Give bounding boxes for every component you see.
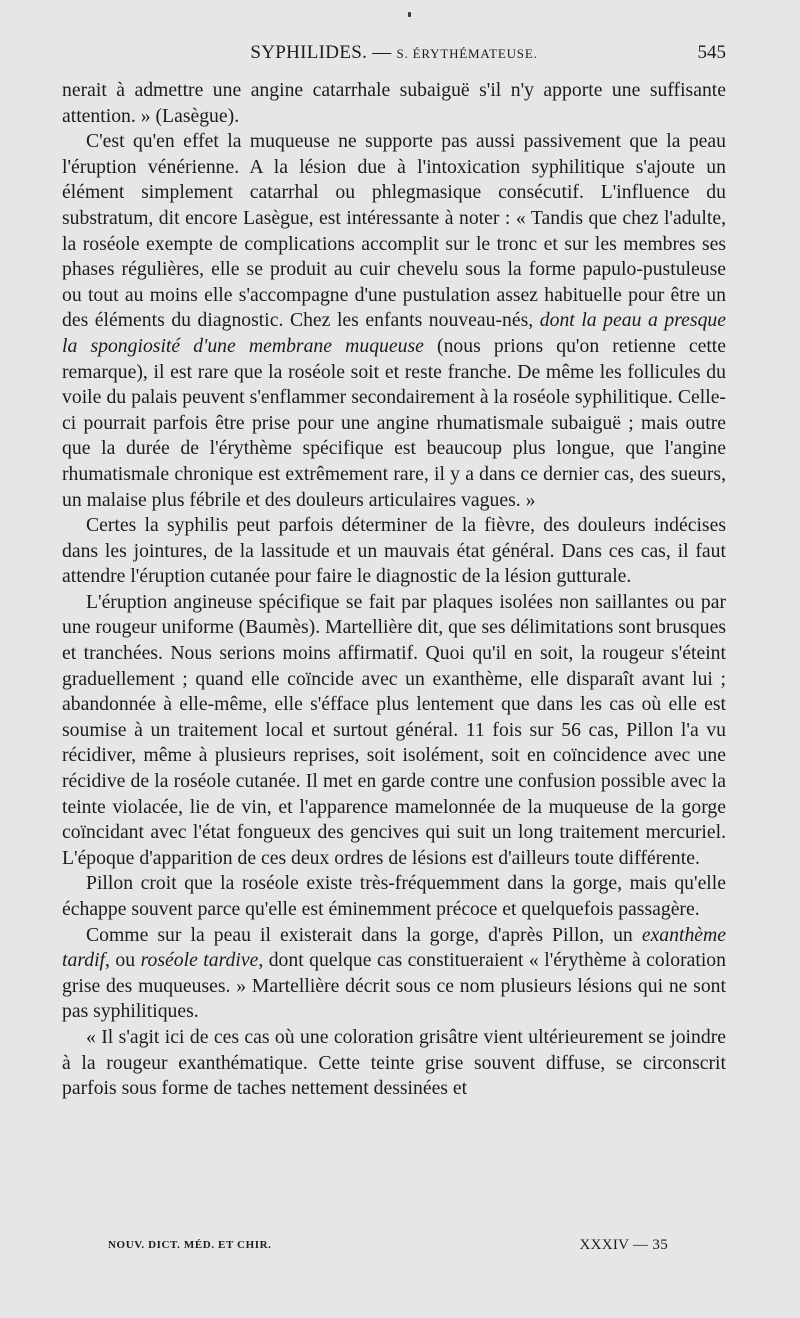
running-title [62, 42, 726, 64]
paragraph-6-a: Comme sur la peau il existerait dans la gorge, d'après Pillon, un [86, 923, 642, 946]
paragraph-2-start: C'est qu'en effet la muqueuse ne supporte pas aussi passivement que la peau l'éruption vénérienne. A la lésion due à l'intoxication syphilitique s'ajoute un élément simplement catarrhal ou phlegmasique consécutif. L'influence du substratum, dit encore Lasègue, est intéressante à noter : « Tandis que chez l'adulte, la roséole exempte de complications accomplit sur le tronc et sur les membres ses phases régulières, elle se produit au cuir chevelu sous la forme papulo-pustuleuse ou tout au moins elle s'accompagne d'une pustulation assez habituelle pour être un des éléments du diagnostic. Chez les enfants nouveau-nés, [62, 130, 726, 332]
page-footer [108, 1237, 668, 1259]
footer-volume-mark: XXXIV — 35 [579, 1237, 668, 1253]
paragraph-6-italic-1: exanthème tardif [62, 923, 726, 972]
ink-speck [408, 12, 411, 17]
paragraph-6-b: , ou [105, 949, 141, 972]
footer-signature: NOUV. DICT. MÉD. ET CHIR. [108, 1239, 272, 1251]
page-number: 545 [697, 42, 726, 63]
running-title-sub: S. ÉRYTHÉMATEUSE. [396, 46, 538, 61]
paragraph-4: L'éruption angineuse spécifique se fait par plaques isolées non saillantes ou par une rougeur uniforme (Baumès). Martellière dit, que ses délimitations sont brusques et tranchées. Nous serions moins affirmatif. Quoi qu'il en soit, la rougeur s'éteint graduellement ; quand elle coïncide avec un exanthème, elle disparaît avant lui ; abandonnée à elle-même, elle s'éfface plus lentement que dans les cas où elle est soumise à un traitement local et surtout général. 11 fois sur 56 cas, Pillon l'a vu récidiver, même à plusieurs reprises, soit isolément, soit en coïncidence avec une récidive de la roséole cutanée. Il met en garde contre une confusion possible avec la teinte violacée, lie de vin, et l'apparence mamelonnée de la muqueuse de la gorge coïncidant avec l'état fongueux des gencives qui suit un long traitement mercuriel. L'époque d'apparition de ces deux ordres de lésions est d'ailleurs toute différente. [62, 590, 726, 869]
paragraph-2-end: (nous prions qu'on retienne cette remarque), il est rare que la roséole soit et reste franche. De même les follicules du voile du palais peuvent s'enflammer secondairement à la roséole syphilitique. Celle-ci pourrait parfois être prise pour une angine rhumatismale subaiguë ; mais outre que la durée de l'érythème spécifique est beaucoup plus longue, que l'angine rhumatismale chronique est extrêmement rare, il y a dans ce dernier cas, des sueurs, un malaise plus fébrile et des douleurs articulaires vagues. » [62, 334, 726, 511]
paragraph-5: Pillon croit que la roséole existe très-fréquemment dans la gorge, mais qu'elle échappe souvent parce qu'elle est éminemment précoce et quelquefois passagère. [62, 872, 726, 920]
page-header [62, 42, 726, 70]
paragraph-6-italic-2: roséole tardive [140, 949, 259, 972]
running-title-main: SYPHILIDES. — [250, 42, 397, 63]
paragraph-6 [62, 923, 726, 1025]
paragraph-6-c: , dont quelque cas constitueraient « l'érythème à coloration grise des muqueuses. » Martellière décrit sous ce nom plusieurs lésions qui ne sont pas syphilitiques. [62, 949, 726, 1023]
paragraph-3: Certes la syphilis peut parfois déterminer de la fièvre, des douleurs indécises dans les jointures, de la lassitude et un mauvais état général. Dans ces cas, il faut attendre l'éruption cutanée pour faire le diagnostic de la lésion gutturale. [62, 514, 726, 588]
paragraph-2-italic: dont la peau a presque la spongiosité d'une membrane muqueuse [62, 309, 727, 357]
paragraph-1: nerait à admettre une angine catarrhale subaiguë s'il n'y apporte une suffisante attention. » (Lasègue). [62, 79, 726, 127]
paragraph-7: « Il s'agit ici de ces cas où une coloration grisâtre vient ultérieurement se joindre à la rougeur exanthématique. Cette teinte grise souvent diffuse, se circonscrit parfois sous forme de taches nettement dessinées et [62, 1025, 726, 1100]
body-text [62, 78, 726, 1102]
paragraph-2 [62, 129, 726, 513]
